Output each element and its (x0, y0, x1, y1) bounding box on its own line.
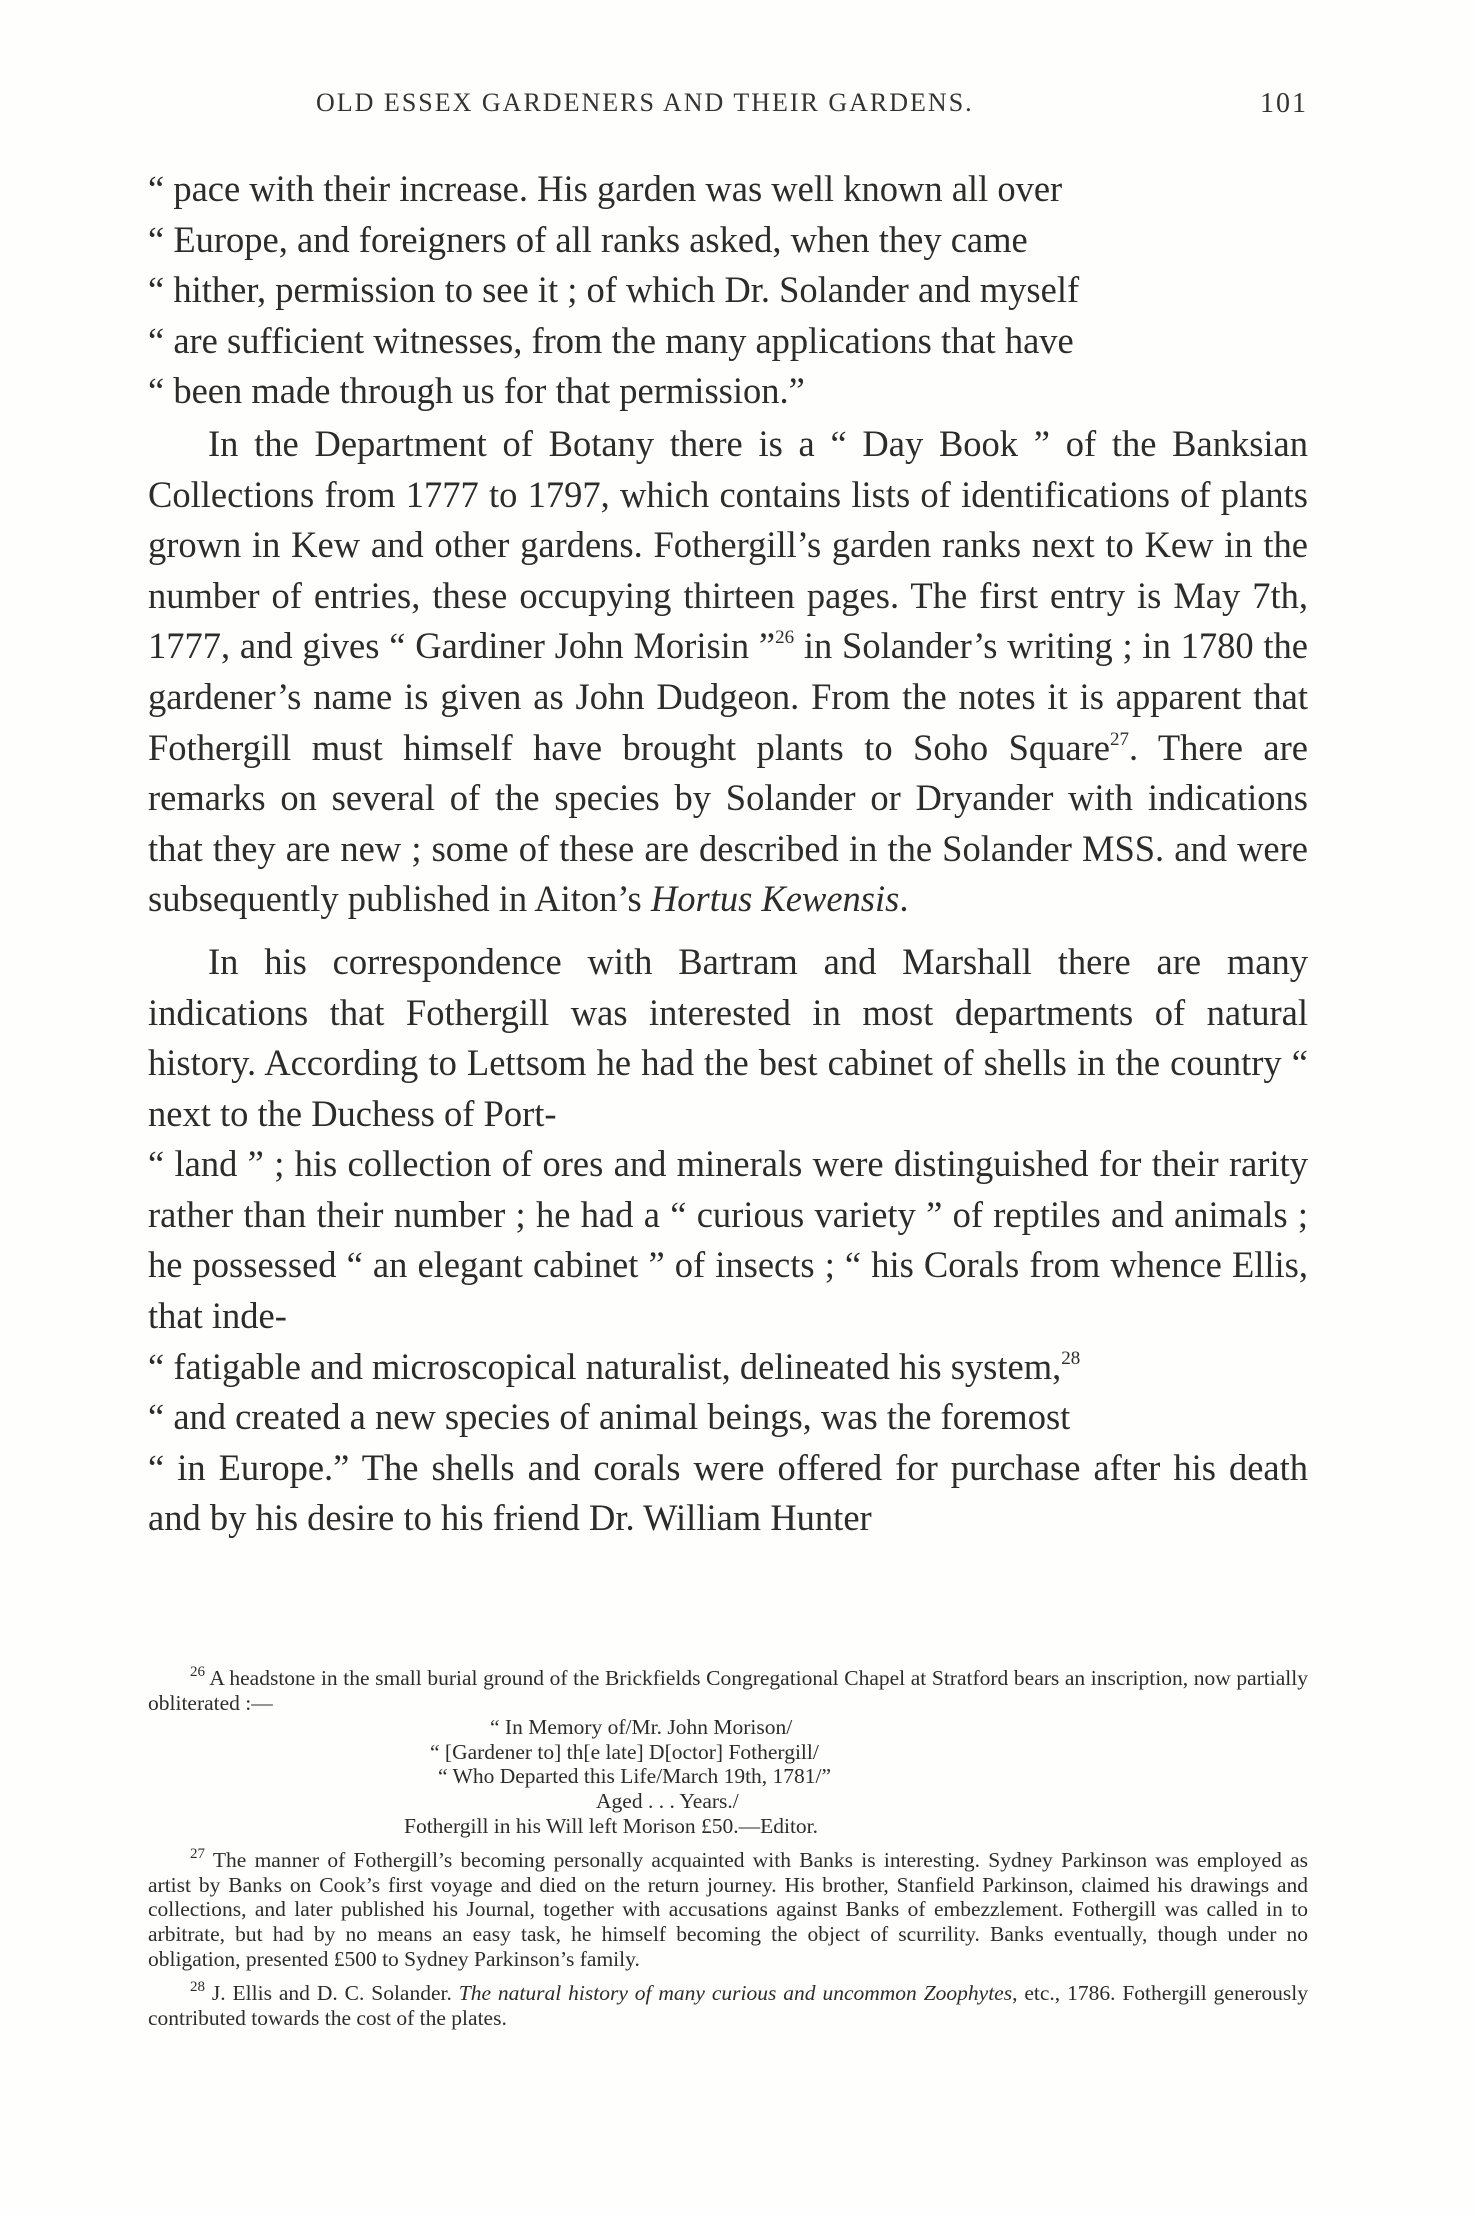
footnote-number: 26 (190, 1664, 205, 1680)
quotation-line: “ Europe, and foreigners of all ranks asked, when they came (148, 218, 1028, 260)
footnote-text: J. Ellis and D. C. Solander. (211, 1981, 459, 2006)
quotation-line: “ hither, permission to see it ; of which Dr. Solander and myself (148, 269, 1080, 311)
footnote-number: 27 (190, 1846, 205, 1863)
paragraph-text: “ fatigable and microscopical naturalist, delineated his system, (148, 1345, 1062, 1387)
paragraph-text: . (899, 878, 909, 920)
paragraph-text: in Solander’s writing ; in 1780 the gardener’s name is given as John Dudgeon. From the notes it is apparent that Fothergill must himself have brought plants to Soho Square (148, 625, 1308, 768)
italic-title: Hortus Kewensis (650, 878, 900, 920)
paragraph-text: “ in Europe.” The shells and corals were offered for purchase after his death and by his desire to his friend Dr. William Hunter (148, 1446, 1308, 1539)
footnote-28 (148, 1981, 1308, 2030)
footnote-text: The manner of Fothergill’s becoming personally acquainted with Banks is interesting. Sydney Parkinson was employed as artist by Banks on Cook’s first voyage and died on the return journey. His brother, Stanfield Parkinson, claimed his drawings and collections, and later published his Journal, together with accusations against Banks of embezzlement. Fothergill was called in to arbitrate, but had by no means an easy task, he himself becoming the object of scurrility. Banks eventually, though under no obligation, presented £500 to Sydney Parkinson’s family. (148, 1848, 1308, 1971)
paragraph-correspondence (148, 937, 1308, 1544)
inscription-line: “ Who Departed this Life/March 19th, 1781/” (438, 1764, 832, 1789)
footnotes (148, 1666, 1308, 2040)
paragraph-text: In the Department of Botany there is a “ Day Book ” of the Banksian Collections from 1777 to 1797, which contains lists of identifications of plants grown in Kew and other gardens. Fothergill’s garden ranks next to Kew in the number of entries, these occupying thirteen pages. The first entry is May 7th, 1777, and gives “ Gardiner John Morisin ” (148, 422, 1308, 667)
paragraph-day-book (148, 419, 1308, 925)
footnote-ref: 27 (1109, 728, 1129, 750)
inscription-line: “ [Gardener to] th[e late] D[octor] Fothergill/ (430, 1739, 819, 1764)
quotation-paragraph (148, 164, 1308, 417)
quotation-line: “ are sufficient witnesses, from the many applications that have (148, 319, 1074, 361)
inscription (148, 1715, 1308, 1838)
footnote-ref: 28 (1061, 1347, 1081, 1369)
footnote-text: A headstone in the small burial ground of the Brickfields Congregational Chapel at Stratford bears an inscription, now partially obliterated :— (148, 1666, 1308, 1715)
paragraph-text: In his correspondence with Bartram and Marshall there are many indications that Fothergill was interested in most departments of natural history. According to Lettsom he had the best cabinet of shells in the country “ next to the Duchess of Port- (148, 940, 1308, 1134)
footnote-text: , etc., 1786. Fothergill generously contributed towards the cost of the plates. (148, 1981, 1309, 2030)
editor-note: Fothergill in his Will left Morison £50.—Editor. (404, 1813, 819, 1838)
running-head-title: OLD ESSEX GARDENERS AND THEIR GARDENS. (316, 88, 974, 117)
inscription-line: “ In Memory of/Mr. John Morison/ (490, 1715, 793, 1740)
paragraph-text: . There are remarks on several of the species by Solander or Dryander with indications that they are new ; some of these are described in the Solander MSS. and were subsequently published in Aiton’s (148, 726, 1308, 920)
inscription-line: Aged . . . Years./ (596, 1788, 739, 1813)
body-text (148, 164, 1308, 1544)
footnote-27 (148, 1848, 1308, 1971)
footnote-26 (148, 1666, 1308, 1838)
quotation-line: “ been made through us for that permission.” (148, 370, 805, 412)
footnote-ref: 26 (775, 627, 795, 649)
italic-title: The natural history of many curious and uncommon Zoophytes (458, 1981, 1013, 2006)
quotation-line: “ pace with their increase. His garden was well known all over (148, 168, 1063, 209)
page-number: 101 (1260, 88, 1308, 119)
paragraph-text: “ land ” ; his collection of ores and minerals were distinguished for their rarity rather than their number ; he had a “ curious variety ” of reptiles and animals ; he possessed “ an elegant cabinet ” of insects ; “ his Corals from whence Ellis, that inde- (148, 1143, 1308, 1337)
footnote-number: 28 (190, 1979, 205, 1996)
paragraph-text: “ and created a new species of animal beings, was the foremost (148, 1396, 1071, 1438)
